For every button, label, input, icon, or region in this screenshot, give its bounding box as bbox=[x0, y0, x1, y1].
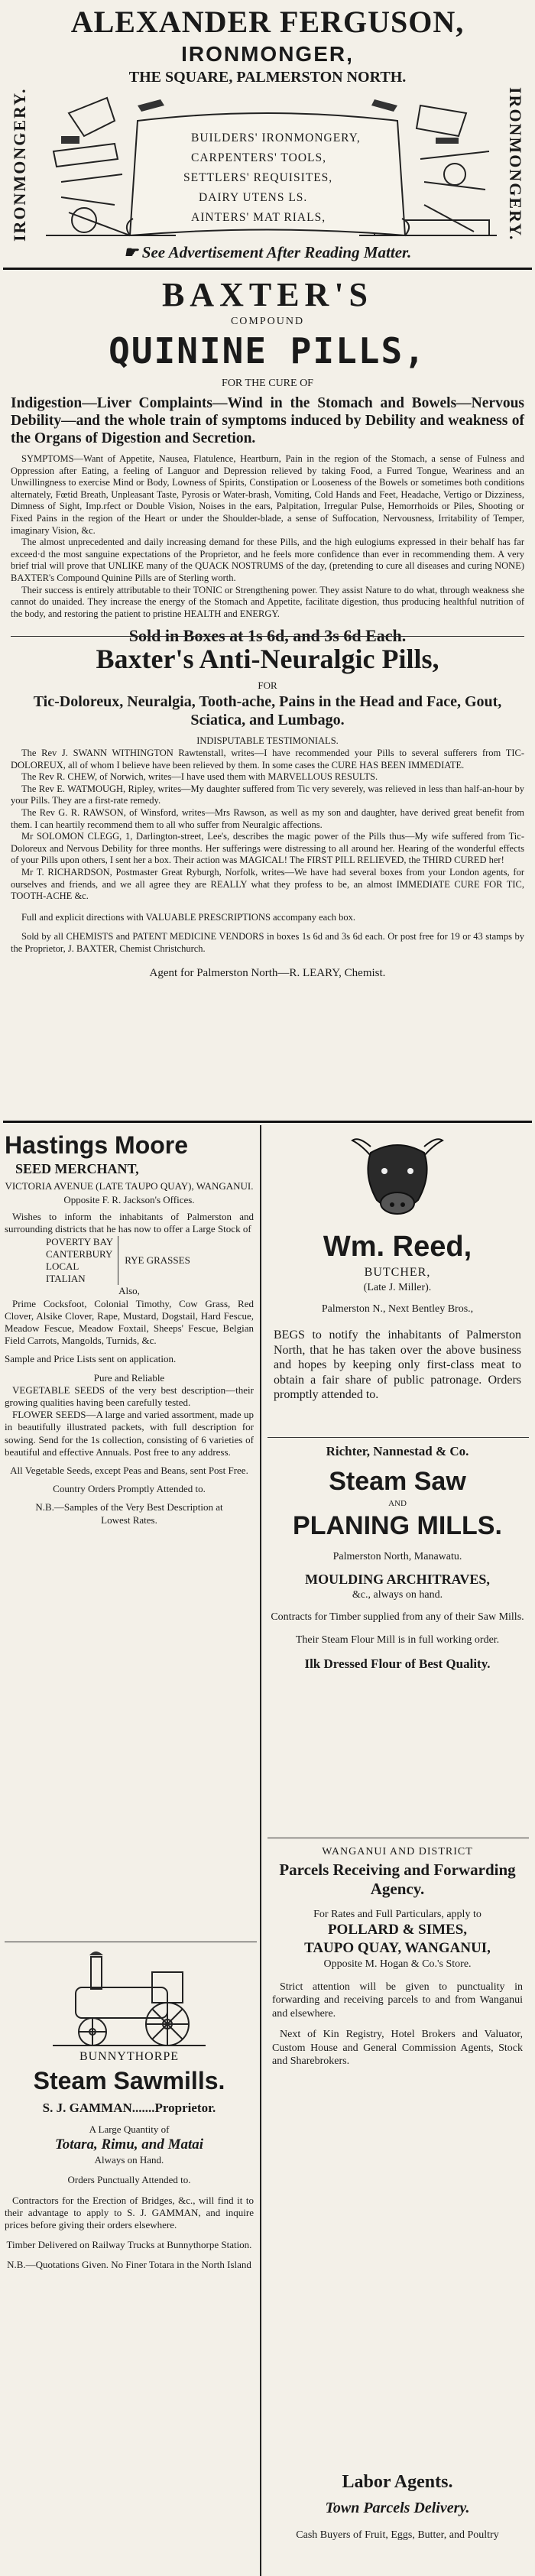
neuralgic-directions: Full and explicit directions with VALUABLE PRESCRIPTIONS accompany each box. bbox=[21, 911, 355, 923]
reed-trade: BUTCHER, bbox=[364, 1266, 431, 1279]
side-label-left: IRONMONGERY. bbox=[10, 87, 29, 242]
bunnythorpe-sawmills-ad bbox=[5, 1949, 254, 2272]
reed-body: BEGS to notify the inhabitants of Palmerston North, that he has taken over the above business and hopes by keeping only first-class meat to obtain a fair share of public patronage. Orders promptly attended to. bbox=[274, 1329, 521, 1401]
bunnythorpe-quotations: N.B.—Quotations Given. No Finer Totara in the North Island bbox=[7, 2259, 251, 2271]
ferguson-footer-text: See Advertisement After Reading Matter. bbox=[141, 243, 412, 261]
neuralgic-agent: Agent for Palmerston North—R. LEARY, Chemist. bbox=[149, 966, 386, 979]
richter-dressed: Ilk Dressed Flour of Best Quality. bbox=[304, 1656, 491, 1671]
testimonial: The Rev G. R. RAWSON, of Winsford, writes—Mrs Rawson, as well as my son and daughter, have derived great benefit from them. I can heartily recommend them to all who suffer from Neuralgic affections. bbox=[11, 806, 524, 830]
baxter-product: QUININE PILLS, bbox=[109, 330, 426, 371]
bunnythorpe-timber: Totara, Rimu, and Matai bbox=[54, 2136, 204, 2153]
testimonial: The Rev J. SWANN WITHINGTON Rawtenstall, writes—I have recommended your Pills to several sufferers from TIC-DOLOREUX, all of whom I believe have been relieved by them. In some cases the CURE HAS BEEN IMMEDIATE. bbox=[11, 748, 524, 771]
testimonial: The Rev E. WATMOUGH, Ripley, writes—My daughter suffered from Tic very severely, was relieved in less than half-an-hour by your Pills. They are a first-rate remedy. bbox=[11, 783, 524, 806]
testimonial: The Rev R. CHEW, of Norwich, writes—I have used them with MARVELLOUS RESULTS. bbox=[21, 771, 378, 783]
scroll-line: BUILDERS' IRONMONGERY, bbox=[191, 131, 361, 144]
baxter-compound: COMPOUND bbox=[230, 316, 305, 327]
pointing-hand-icon: ☛ bbox=[123, 243, 142, 261]
neuralgic-conditions: Tic-Doloreux, Neuralgia, Tooth-ache, Pains in the Head and Face, Gout, Sciatica, and Lumbago. bbox=[33, 693, 502, 728]
reed-butcher-ad bbox=[268, 1130, 527, 1403]
baxter-sold: Sold in Boxes at 1s 6d, and 3s 6d Each. bbox=[128, 626, 407, 646]
hastings-nb: N.B.—Samples of the Very Best Description at Lowest Rates. bbox=[35, 1501, 223, 1526]
wanganui-agency-ad bbox=[268, 1845, 527, 2068]
neuralgic-sold-by: Sold by all CHEMISTS and PATENT MEDICINE VENDORS in boxes 1s 6d and 3s 6d each. Or post free for 19 or 43 stamps by the Proprietor, J. BAXTER, Chemist Christchurch. bbox=[11, 931, 524, 954]
wanganui-firm: POLLARD & SIMES, bbox=[327, 1922, 468, 1938]
baxter-title: BAXTER'S bbox=[161, 276, 374, 313]
hastings-country: Country Orders Promptly Attended to. bbox=[53, 1483, 206, 1495]
richter-moulding: MOULDING ARCHITRAVES, bbox=[305, 1571, 490, 1587]
grasses-label: RYE GRASSES bbox=[125, 1254, 190, 1266]
ferguson-ad bbox=[3, 0, 532, 264]
bunnythorpe-proprietor: S. J. GAMMAN.......Proprietor. bbox=[42, 2101, 216, 2115]
reed-name: Wm. Reed, bbox=[323, 1231, 472, 1263]
ferguson-footer bbox=[3, 243, 532, 262]
richter-contracts: Contracts for Timber supplied from any of their Saw Mills. bbox=[271, 1611, 524, 1623]
bull-head-illustration bbox=[348, 1130, 447, 1221]
richter-nannestad-ad bbox=[268, 1443, 527, 1672]
hastings-pure: Pure and Reliable bbox=[93, 1371, 165, 1384]
grasses-list bbox=[46, 1236, 118, 1286]
labor-agents-ad bbox=[268, 2471, 527, 2542]
hastings-vegetable: VEGETABLE SEEDS of the very best description—their growing qualities having been carefully tested. bbox=[5, 1384, 254, 1409]
wanganui-strict: Strict attention will be given to punctuality in forwarding and receiving parcels to and from Wanganui and elsewhere. bbox=[272, 1981, 523, 2020]
testimonial: Mr T. RICHARDSON, Postmaster Great Ryburgh, Norfolk, writes—We have had several boxes from your London agents, for ourselves and friends, and we all agree they are REALLY what they profess to be, an almost IMMEDIATE CURE FOR TIC, TOOTH-ACHE &c. bbox=[11, 866, 524, 902]
baxter-for-cure: FOR THE CURE OF bbox=[222, 378, 313, 389]
rye-grasses bbox=[46, 1236, 254, 1286]
wanganui-opposite: Opposite M. Hogan & Co.'s Store. bbox=[323, 1958, 472, 1970]
ferguson-trade: IRONMONGER, bbox=[181, 42, 354, 66]
labor-head: Labor Agents. bbox=[342, 2472, 453, 2492]
side-label-right: IRONMONGERY. bbox=[506, 87, 525, 242]
hastings-name: Hastings Moore bbox=[5, 1131, 189, 1159]
wanganui-address: TAUPO QUAY, WANGANUI, bbox=[304, 1940, 491, 1956]
hastings-seeds: Prime Cocksfoot, Colonial Timothy, Cow Grass, Red Clover, Alsike Clover, Rape, Mustard, Dogstail, Hard Fescue, Meadow Fescue, Meadow Foxtail, Sheeps' Fescue, Belgian Field Carrots, Mangolds, Turnids, &c. bbox=[5, 1297, 254, 1347]
baxter-quinine-ad bbox=[11, 275, 524, 647]
labor-sub: Town Parcels Delivery. bbox=[325, 2500, 470, 2516]
hastings-trade: SEED MERCHANT, bbox=[15, 1161, 139, 1176]
richter-etc: &c., always on hand. bbox=[352, 1588, 443, 1601]
reed-address: Palmerston N., Next Bentley Bros., bbox=[321, 1303, 474, 1315]
labor-cash: Cash Buyers of Fruit, Eggs, Butter, and Poultry bbox=[296, 2529, 499, 2541]
richter-title1: Steam Saw bbox=[329, 1467, 466, 1496]
testimonial: Mr SOLOMON CLEGG, 1, Darlington-street, Lee's, describes the magic power of the Pills thus—My wife suffered from Tic-Doloreux and Nervous Debility for three months. Her sufferings were distressing to all around her. Hearing of the wonderful effects of your Pills upon others, I sent her a box. Their action was MAGICAL! The FIRST PILL RELIEVED, the THIRD CURED her! bbox=[11, 831, 524, 866]
richter-address: Palmerston North, Manawatu. bbox=[332, 1551, 462, 1562]
wanganui-title: Parcels Receiving and Forwarding Agency. bbox=[279, 1860, 516, 1898]
scroll-line: DAIRY UTENS LS. bbox=[199, 191, 308, 204]
bunnythorpe-large: A Large Quantity of bbox=[89, 2123, 170, 2135]
baxter-ailments: Indigestion—Liver Complaints—Wind in the Stomach and Bowels—Nervous Debility—and the whole train of symptoms induced by Debility and weakness of the Organs of Digestion and Secretion. bbox=[11, 395, 524, 446]
ferguson-address: THE SQUARE, PALMERSTON NORTH. bbox=[128, 69, 407, 86]
grass-item: POVERTY BAY bbox=[46, 1235, 114, 1247]
hastings-moore-ad bbox=[5, 1130, 254, 1526]
hastings-flower: FLOWER SEEDS—A large and varied assortment, made up in beautifully illustrated packets, with full description for sowing. Send for the 1s collection, consisting of 6 varieties of beautiful and effective Annuals. Post free to any address. bbox=[5, 1409, 254, 1458]
testimonials-heading: INDISPUTABLE TESTIMONIALS. bbox=[196, 735, 339, 746]
scroll-line: SETTLERS' REQUISITES, bbox=[183, 171, 333, 184]
neuralgic-title: Baxter's Anti-Neuralgic Pills, bbox=[96, 644, 439, 674]
grass-item: CANTERBURY bbox=[46, 1247, 113, 1260]
grass-item: LOCAL bbox=[46, 1260, 79, 1273]
neuralgic-for: FOR bbox=[258, 680, 277, 691]
hastings-address: VICTORIA AVENUE (LATE TAUPO QUAY), WANGANUI. bbox=[5, 1180, 254, 1192]
bunnythorpe-railway: Timber Delivered on Railway Trucks at Bunnythorpe Station. bbox=[6, 2239, 252, 2251]
hastings-sample: Sample and Price Lists sent on application. bbox=[5, 1353, 177, 1365]
richter-firm: Richter, Nannestad & Co. bbox=[326, 1444, 469, 1458]
scroll-text bbox=[148, 128, 393, 228]
ferguson-name: ALEXANDER FERGUSON, bbox=[70, 5, 465, 39]
scroll-line: CARPENTERS' TOOLS, bbox=[191, 151, 326, 164]
richter-flour: Their Steam Flour Mill is in full working order. bbox=[295, 1634, 500, 1646]
baxter-unprecedented: The almost unprecedented and daily increasing demand for these Pills, and the high eulogiums expressed in their behalf has far exceed·d the most sanguine expectations of the Proprietor, and he feels more confidence than ever in recommending them. A very brief trial will prove that UNLIKE many of the QUACK NOSTRUMS of the day, (pretending to cure all diseases and curing NONE) BAXTER's Compound Quinine Pills are of Sterling worth. bbox=[11, 537, 524, 583]
scroll-line: AINTERS' MAT RIALS, bbox=[191, 211, 326, 224]
hastings-wishes: Wishes to inform the inhabitants of Palmerston and surrounding districts that he has now to offer a Large Stock of bbox=[5, 1211, 254, 1235]
reed-late: (Late J. Miller). bbox=[363, 1282, 432, 1293]
bunnythorpe-orders: Orders Punctually Attended to. bbox=[67, 2174, 191, 2186]
hastings-also: Also, bbox=[118, 1285, 140, 1297]
wanganui-head: WANGANUI AND DISTRICT bbox=[322, 1846, 473, 1857]
anti-neuralgic-ad bbox=[11, 642, 524, 981]
bunnythorpe-title: Steam Sawmills. bbox=[33, 2067, 225, 2094]
bunnythorpe-place: BUNNYTHORPE bbox=[79, 2050, 180, 2063]
wanganui-next: Next of Kin Registry, Hotel Brokers and Valuator, Custom House and General Commission Agents, Stock and Sharebrokers. bbox=[272, 2029, 523, 2067]
baxter-symptoms: SYMPTOMS—Want of Appetite, Nausea, Flatulence, Heartburn, Pain in the region of the Stomach, a sense of Fulness and Oppression after Eating, a feeling of Languor and Depression relieved by taking Food, a Furred Tongue, Weariness and an Unwillingness to exercise Mind or Body, Lowness of Spirits, Constipation or Looseness of the Bowels or sometimes both conditions alternately, Fœtid Breath, Unpleasant Taste, Pyrosis or Water-brash, Vomiting, Cold Hands and Feet, Headache, Vertigo or Dizziness, Dimness of Sight, Imp.rfect or Double Vision, Noises in the ears, Palpitation, Irregular Pulse, Hemorrhoids or Piles, Shooting or Fixed Pains in the region of the Heart or under the Shoulder-blade, a sense of Suffocation, Nervousness, Irritability of Temper, imaginary Vision, &c. bbox=[11, 453, 524, 536]
hastings-opposite: Opposite F. R. Jackson's Offices. bbox=[63, 1194, 195, 1205]
column-divider bbox=[260, 1125, 261, 2576]
hastings-all-veg: All Vegetable Seeds, except Peas and Beans, sent Post Free. bbox=[10, 1465, 248, 1477]
grass-item: ITALIAN bbox=[46, 1273, 86, 1285]
richter-and: AND bbox=[388, 1499, 407, 1508]
richter-title2: PLANING MILLS. bbox=[293, 1511, 502, 1540]
wanganui-rates: For Rates and Full Particulars, apply to bbox=[313, 1908, 481, 1920]
traction-engine-illustration bbox=[45, 1949, 213, 2049]
baxter-success: Their success is entirely attributable to their TONIC or Strengthening power. They assist Nature to do what, through weakness she cannot do unaided. They increase the energy of the Stomach and Appetite, facilitate digestion, thus producing healthful nutrition of the body, and restoring the patient to pristine HEALTH and ENERGY. bbox=[11, 584, 524, 619]
bunnythorpe-always: Always on Hand. bbox=[94, 2154, 164, 2166]
bunnythorpe-contractors: Contractors for the Erection of Bridges, &c., will find it to their advantage to apply to S. J. GAMMAN, and inquire prices before giving their orders elsewhere. bbox=[5, 2194, 254, 2231]
testimonials-list bbox=[11, 748, 524, 903]
